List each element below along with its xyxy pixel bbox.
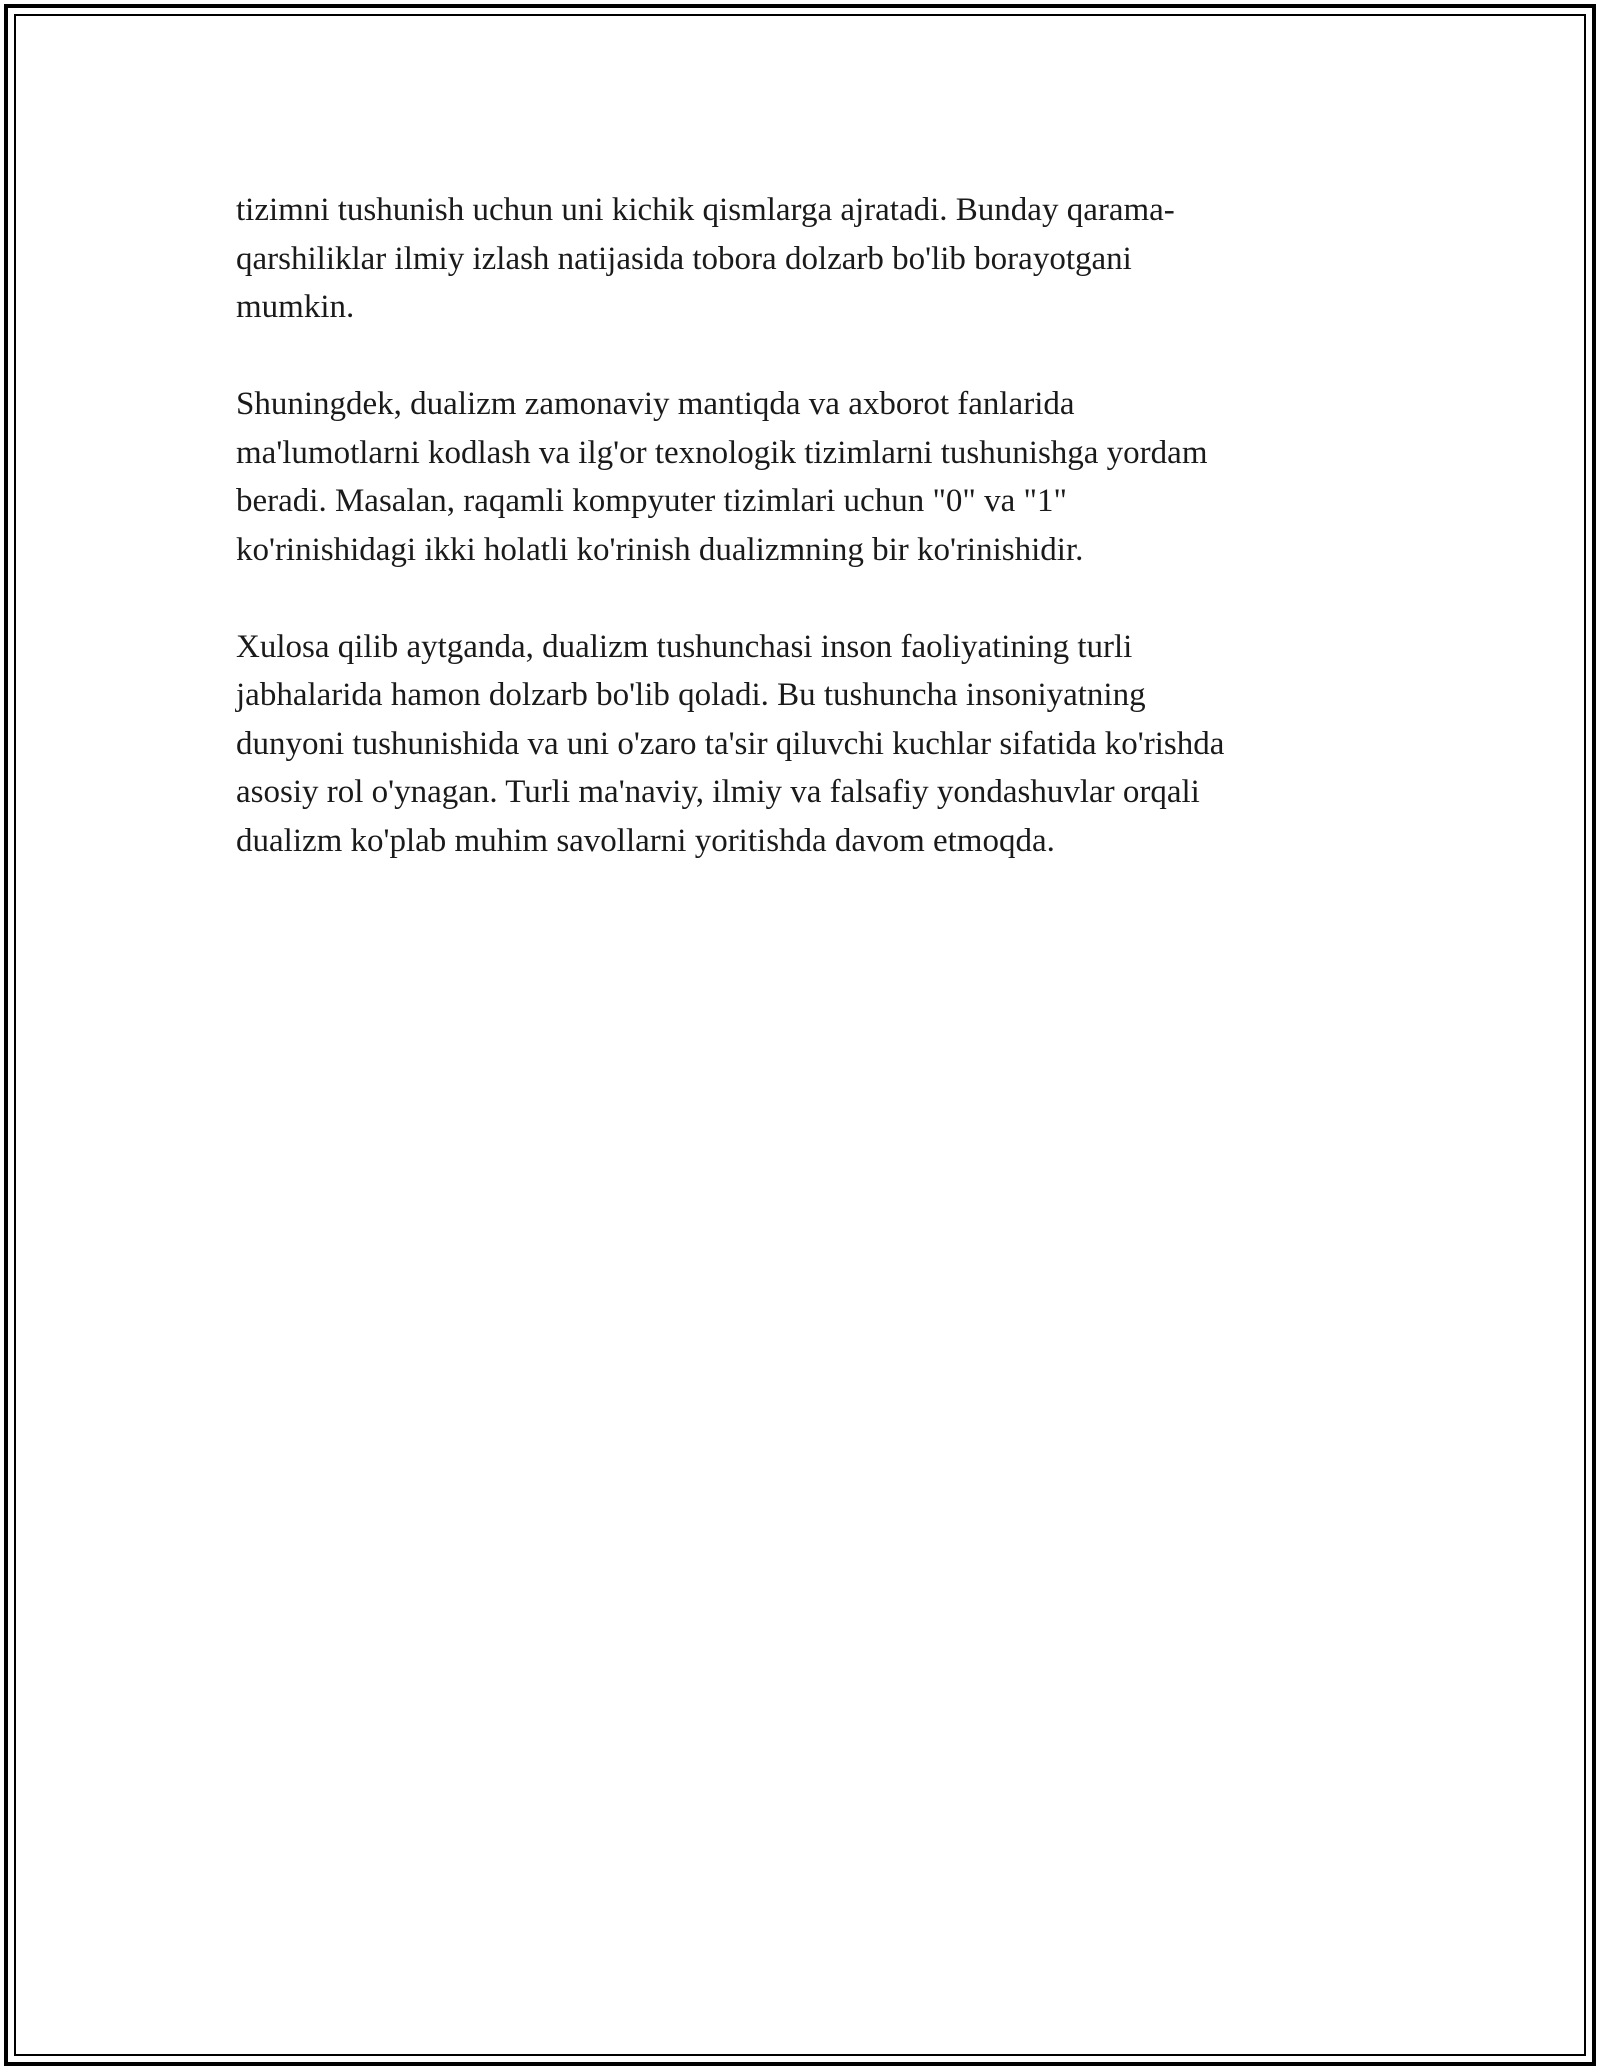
document-body — [236, 186, 1364, 914]
paragraph-3: Xulosa qilib aytganda, dualizm tushunchasi inson faoliyatining turli jabhalarida hamon dolzarb bo'lib qoladi. Bu tushuncha insoniyatning dunyoni tushunishida va uni o'zaro ta'sir qiluvchi kuchlar sifatida ko'rishda asosiy rol o'ynagan. Turli ma'naviy, ilmiy va falsafiy yondashuvlar orqali dualizm ko'plab muhim savollarni yoritishda davom etmoqda. — [236, 628, 1225, 859]
paragraph-2: Shuningdek, dualizm zamonaviy mantiqda va axborot fanlarida ma'lumotlarni kodlash va ilg'or texnologik tizimlarni tushunishga yordam beradi. Masalan, raqamli kompyuter tizimlari uchun "0" va "1" ko'rinishidagi ikki holatli ko'rinish dualizmning bir ko'rinishidir. — [236, 386, 1208, 568]
paragraph-1: tizimni tushunish uchun uni kichik qismlarga ajratadi. Bunday qarama- qarshiliklar ilmiy izlash natijasida tobora dolzarb bo'lib borayotgani mumkin. — [236, 192, 1175, 325]
